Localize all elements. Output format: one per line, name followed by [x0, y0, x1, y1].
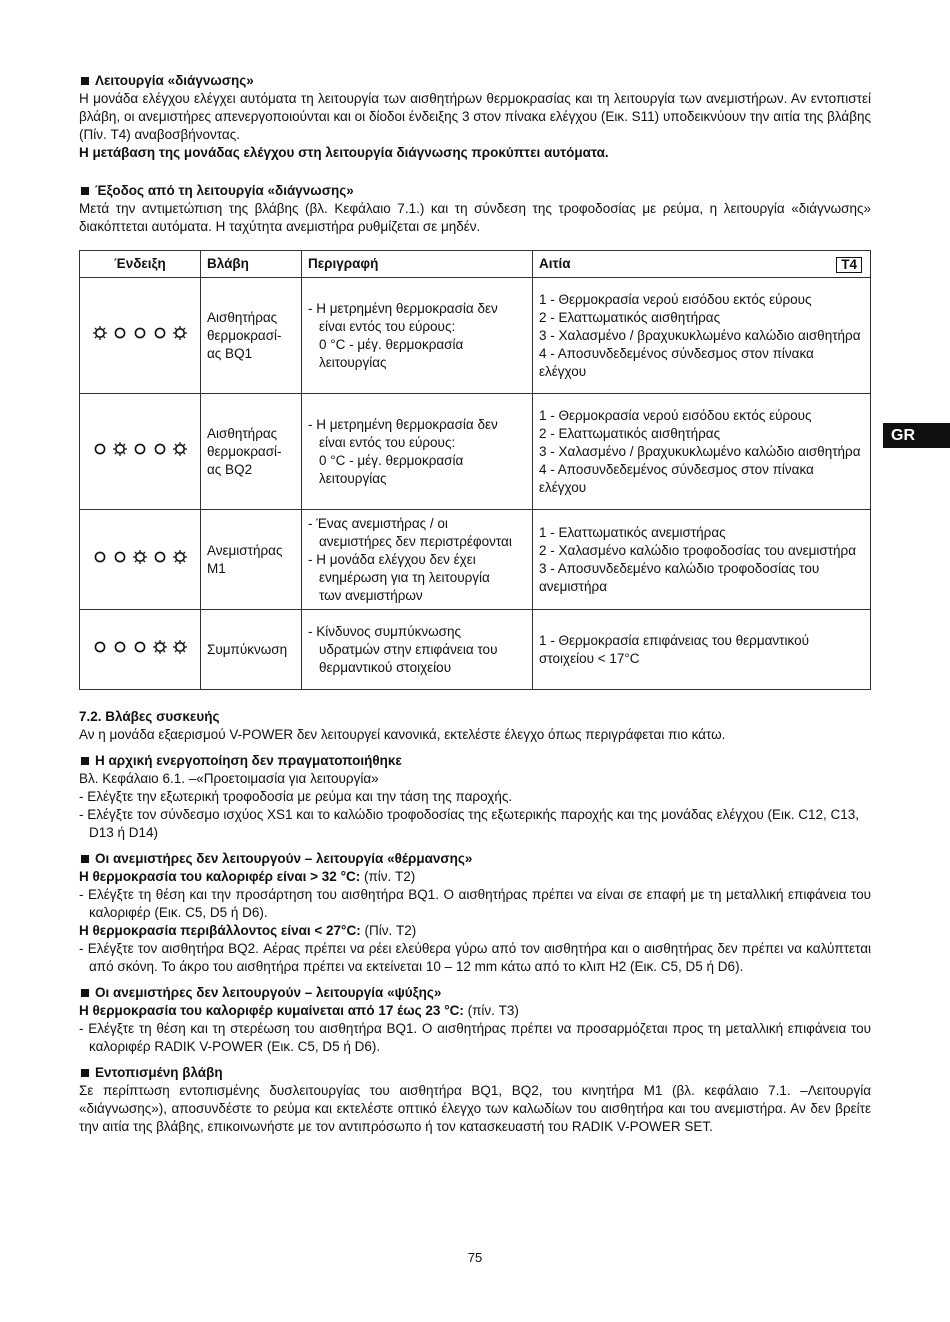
description-line: ενημέρωση για τη λειτουργία — [319, 569, 490, 585]
faults-intro: Αν η μονάδα εξαερισμού V-POWER δεν λειτουργεί κανονικά, εκτελέστε έλεγχο όπως περιγράφεται πιο κάτω. — [79, 727, 726, 742]
description-line: υδρατμών στην επιφάνεια του — [319, 641, 498, 657]
description-line: λειτουργίας — [319, 354, 387, 370]
bullet-square-icon — [81, 77, 89, 85]
diag-heading — [79, 72, 871, 90]
bullet-square-icon — [81, 989, 89, 997]
heating-cond2-ref: (Πίν. T2) — [360, 923, 417, 938]
heating-cond1 — [79, 868, 871, 886]
description-cell — [302, 510, 533, 610]
description-line: - Ένας ανεμιστήρας / οι — [308, 515, 448, 531]
description-line: - Η μετρημένη θερμοκρασία δεν — [308, 416, 498, 432]
led-blinking-icon — [173, 442, 187, 461]
header-fault: Βλάβη — [201, 251, 302, 278]
led-off-icon — [153, 550, 167, 569]
indication-cell — [80, 610, 201, 690]
heating-cond2 — [79, 922, 871, 940]
fault-cell — [201, 610, 302, 690]
cause-line: 4 - Αποσυνδεδεμένος σύνδεσμος στον πίνακα ελέγχου — [539, 345, 814, 379]
description-cell — [302, 610, 533, 690]
cause-line: 1 - Θερμοκρασία νερού εισόδου εκτός εύρους — [539, 291, 812, 307]
heating-cond1-ref: (πίν. T2) — [360, 869, 416, 884]
fault-line: Αισθητήρας — [207, 309, 278, 325]
diag-body: Η μονάδα ελέγχου ελέγχει αυτόματα τη λειτουργία των αισθητήρων θερμοκρασίας και τη λειτουργία των ανεμιστήρων. Αν εντοπιστεί βλάβη, οι ανεμιστήρες απενεργοποιούνται και οι δίοδοι ένδειξης 3 στον πίνακα ελέγχου (Εικ. S11) υποδεικνύουν την αιτία της βλάβης (Πίν. T4) αναβοσβήνοντας. — [79, 91, 871, 142]
led-off-icon — [153, 442, 167, 461]
cause-line: 2 - Ελαττωματικός αισθητήρας — [539, 309, 721, 325]
first-heading — [79, 752, 871, 770]
fault-line: M1 — [207, 560, 226, 576]
fault-line: θερμοκρασί- — [207, 443, 282, 459]
cooling-cond-ref: (πίν. T3) — [463, 1003, 519, 1018]
description-line: θερμαντικού στοιχείου — [319, 659, 452, 675]
bullet-square-icon — [81, 855, 89, 863]
header-cause-label: Αιτία — [539, 256, 571, 271]
first-ref: Βλ. Κεφάλαιο 6.1. –«Προετοιμασία για λειτουργία» — [79, 771, 379, 786]
led-off-icon — [133, 640, 147, 659]
indication-cell — [80, 510, 201, 610]
cooling-cond-bold: Η θερμοκρασία του καλοριφέρ κυμαίνεται από 17 έως 23 °C: — [79, 1003, 464, 1018]
led-off-icon — [113, 326, 127, 345]
cooling-cond — [79, 1002, 871, 1020]
table-row — [80, 394, 871, 510]
heating-heading-text: Οι ανεμιστήρες δεν λειτουργούν – λειτουργία «θέρμανσης» — [95, 851, 473, 866]
exit-heading-text: Έξοδος από τη λειτουργία «διάγνωσης» — [95, 183, 354, 198]
description-line: είναι εντός του εύρους: — [319, 318, 456, 334]
cause-line: 4 - Αποσυνδεδεμένος σύνδεσμος στον πίνακα ελέγχου — [539, 461, 814, 495]
cause-line: 2 - Χαλασμένο καλώδιο τροφοδοσίας του ανεμιστήρα — [539, 542, 857, 558]
table-row — [80, 610, 871, 690]
cause-line: 1 - Ελαττωματικός ανεμιστήρας — [539, 524, 726, 540]
heating-item1: - Ελέγξτε τη θέση και την προσάρτηση του αισθητήρα BQ1. Ο αισθητήρας πρέπει να είναι σε επαφή με τη μεταλλική επιφάνεια του καλοριφέρ (Εικ. C5, D5 ή D6). — [79, 887, 871, 920]
description-line: - Η μετρημένη θερμοκρασία δεν — [308, 300, 498, 316]
description-line: λειτουργίας — [319, 470, 387, 486]
bullet-square-icon — [81, 187, 89, 195]
fault-cell — [201, 510, 302, 610]
led-off-icon — [133, 442, 147, 461]
led-blinking-icon — [173, 326, 187, 345]
bullet-square-icon — [81, 1069, 89, 1077]
description-cell — [302, 278, 533, 394]
first-heading-text: Η αρχική ενεργοποίηση δεν πραγματοποιήθηκε — [95, 753, 402, 768]
page-number: 75 — [467, 1250, 483, 1265]
description-line: των ανεμιστήρων — [319, 587, 423, 603]
first-item: - Ελέγξτε την εξωτερική τροφοδοσία με ρεύμα και την τάση της παροχής. — [79, 789, 513, 804]
led-off-icon — [93, 640, 107, 659]
led-blinking-icon — [93, 326, 107, 345]
cause-line: 1 - Θερμοκρασία νερού εισόδου εκτός εύρους — [539, 407, 812, 423]
led-off-icon — [113, 640, 127, 659]
cause-cell — [533, 510, 871, 610]
fault-line: Αισθητήρας — [207, 425, 278, 441]
led-blinking-icon — [173, 550, 187, 569]
cause-line: 3 - Χαλασμένο / βραχυκυκλωμένο καλώδιο αισθητήρα — [539, 327, 861, 343]
cause-cell — [533, 278, 871, 394]
exit-body: Μετά την αντιμετώπιση της βλάβης (βλ. Κεφάλαιο 7.1.) και τη σύνδεση της τροφοδοσίας με ρεύμα, η λειτουργία «διάγνωσης» διακόπτεται αυτόματα. Η ταχύτητα ανεμιστήρα ρυθμίζεται σε μηδέν. — [79, 201, 871, 234]
faults-heading: 7.2. Βλάβες συσκευής — [79, 709, 220, 724]
cooling-heading-text: Οι ανεμιστήρες δεν λειτουργούν – λειτουργία «ψύξης» — [95, 985, 442, 1000]
description-line: - Η μονάδα ελέγχου δεν έχει — [308, 551, 476, 567]
fault-line: Συμπύκνωση — [207, 641, 288, 657]
table-header-row — [80, 251, 871, 278]
description-cell — [302, 394, 533, 510]
table-row — [80, 510, 871, 610]
fault-line: Ανεμιστήρας — [207, 542, 283, 558]
description-line: 0 °C - μέγ. θερμοκρασία — [319, 336, 464, 352]
led-blinking-icon — [113, 442, 127, 461]
header-description: Περιγραφή — [302, 251, 533, 278]
cooling-heading — [79, 984, 871, 1002]
led-off-icon — [93, 550, 107, 569]
cause-line: 3 - Χαλασμένο / βραχυκυκλωμένο καλώδιο αισθητήρα — [539, 443, 861, 459]
page-content — [79, 72, 871, 1136]
led-blinking-icon — [133, 550, 147, 569]
exit-heading — [79, 182, 871, 200]
led-blinking-icon — [173, 640, 187, 659]
cause-line: 3 - Αποσυνδεδεμένο καλώδιο τροφοδοσίας του ανεμιστήρα — [539, 560, 820, 594]
heating-item2: - Ελέγξτε τον αισθητήρα BQ2. Αέρας πρέπει να ρέει ελεύθερα γύρω από τον αισθητήρα και ο αισθητήρας δεν πρέπει να καλύπτεται από σκόνη. Το άκρο του αισθητήρα πρέπει να εκτείνεται 10 – 12 mm κάτω από το κλιπ H2 (Εικ. C5, D5 ή D6). — [79, 941, 871, 974]
fault-cell — [201, 394, 302, 510]
cause-cell — [533, 394, 871, 510]
fault-cell — [201, 278, 302, 394]
diagnosis-table — [79, 250, 871, 690]
located-heading-text: Εντοπισμένη βλάβη — [95, 1065, 223, 1080]
diag-heading-text: Λειτουργία «διάγνωσης» — [95, 73, 254, 88]
led-off-icon — [93, 442, 107, 461]
header-indication: Ένδειξη — [80, 251, 201, 278]
led-off-icon — [153, 326, 167, 345]
led-blinking-icon — [153, 640, 167, 659]
cause-line: 2 - Ελαττωματικός αισθητήρας — [539, 425, 721, 441]
indication-cell — [80, 278, 201, 394]
heating-cond1-bold: Η θερμοκρασία του καλοριφέρ είναι > 32 °C: — [79, 869, 361, 884]
description-line: - Κίνδυνος συμπύκνωσης — [308, 623, 461, 639]
led-off-icon — [113, 550, 127, 569]
indication-cell — [80, 394, 201, 510]
led-off-icon — [133, 326, 147, 345]
description-line: 0 °C - μέγ. θερμοκρασία — [319, 452, 464, 468]
bullet-square-icon — [81, 757, 89, 765]
located-body: Σε περίπτωση εντοπισμένης δυσλειτουργίας του αισθητήρα BQ1, BQ2, του κινητήρα M1 (βλ. κεφάλαιο 7.1. –Λειτουργία «διάγνωσης»), αποσυνδέστε το ρεύμα και εκτελέστε οπτικό έλεγχο των καλωδίων του αισθητήρα και του ανεμιστήρα. Αν δεν βρείτε την αιτία της βλάβης, επικοινωνήστε με τον αντιπρόσωπο ή τον κατασκευαστή του RADIK V-POWER SET. — [79, 1083, 871, 1134]
heating-cond2-bold: Η θερμοκρασία περιβάλλοντος είναι < 27°C: — [79, 923, 361, 938]
diag-bold-note: Η μετάβαση της μονάδας ελέγχου στη λειτουργία διάγνωσης προκύπτει αυτόματα. — [79, 145, 609, 160]
description-line: είναι εντός του εύρους: — [319, 434, 456, 450]
cause-line: 1 - Θερμοκρασία επιφάνειας του θερμαντικού στοιχείου < 17°C — [539, 632, 809, 666]
language-tab: GR — [883, 423, 950, 448]
located-heading — [79, 1064, 871, 1082]
fault-line: θερμοκρασί- — [207, 327, 282, 343]
first-item: - Ελέγξτε τον σύνδεσμο ισχύος XS1 και το καλώδιο τροφοδοσίας της εξωτερικής παροχής και της μονάδας ελέγχου (Εικ. C12, C13, D13 ή D14) — [79, 807, 860, 840]
table-tag: T4 — [836, 257, 862, 273]
cooling-item: - Ελέγξτε τη θέση και τη στερέωση του αισθητήρα BQ1. Ο αισθητήρας πρέπει να προσαρμόζεται προς τη μεταλλική επιφάνεια του καλοριφέρ RADIK V-POWER (Εικ. C5, D5 ή D6). — [79, 1021, 871, 1054]
fault-line: ας BQ1 — [207, 345, 253, 361]
header-cause — [533, 251, 871, 278]
heating-heading — [79, 850, 871, 868]
description-line: ανεμιστήρες δεν περιστρέφονται — [319, 533, 512, 549]
fault-line: ας BQ2 — [207, 461, 253, 477]
table-row — [80, 278, 871, 394]
cause-cell — [533, 610, 871, 690]
